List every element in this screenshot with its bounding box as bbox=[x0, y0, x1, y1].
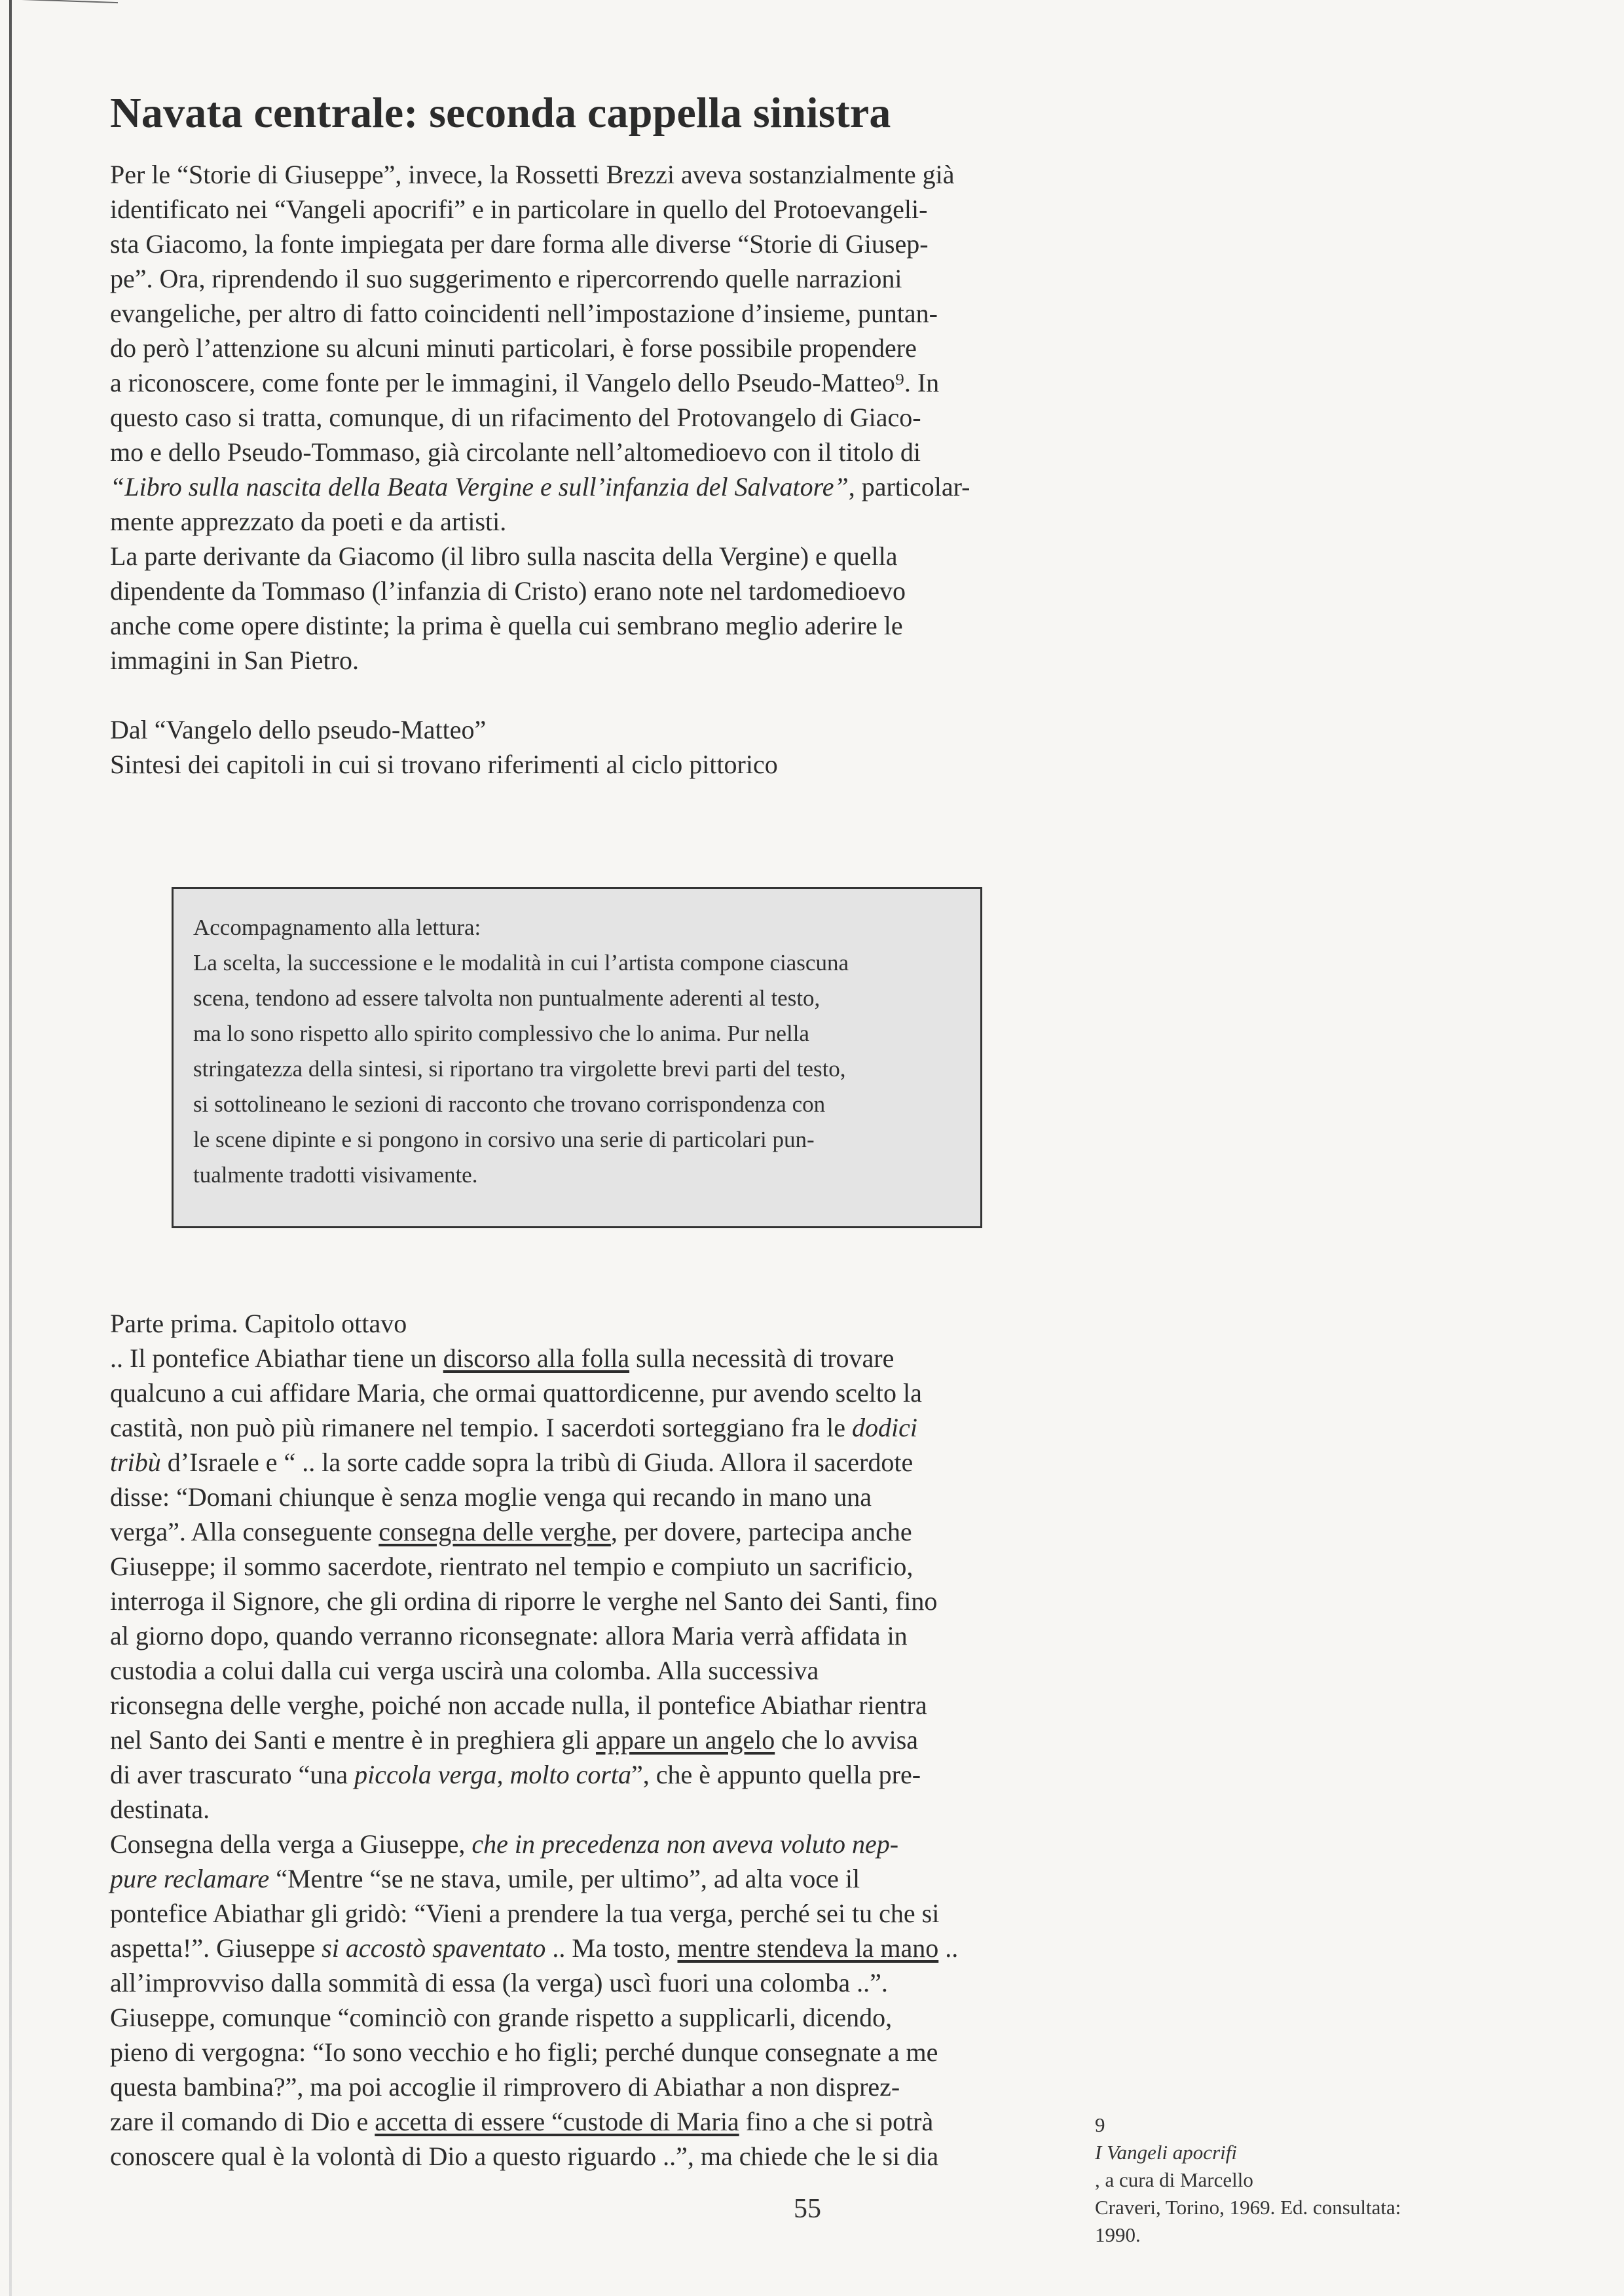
box-line: si sottolineano le sezioni di racconto che trovano corrispondenza con bbox=[193, 1091, 826, 1117]
underlined-phrase: mentre stendeva la mano bbox=[677, 1933, 939, 1963]
text-line: tribù d’Israele e “ .. la sorte cadde sopra la tribù di Giuda. Allora il sacerdote bbox=[110, 1448, 913, 1477]
text-line: mo e dello Pseudo-Tommaso, già circolante nell’altomedioevo con il titolo di bbox=[110, 437, 921, 467]
text-line: zare il comando di Dio e accetta di essere “custode di Maria fino a che si potrà bbox=[110, 2107, 934, 2136]
footnote-line: Craveri, Torino, 1969. Ed. consultata: bbox=[1095, 2196, 1401, 2219]
text-line: dipendente da Tommaso (l’infanzia di Cristo) erano note nel tardomedioevo bbox=[110, 576, 906, 606]
footnote-line: 1990. bbox=[1095, 2223, 1141, 2246]
box-line: La scelta, la successione e le modalità in cui l’artista compone ciascuna bbox=[193, 950, 849, 975]
page-edge bbox=[0, 0, 118, 14]
text-line: disse: “Domani chiunque è senza moglie venga qui recando in mano una bbox=[110, 1482, 872, 1512]
text-line: mente apprezzato da poeti e da artisti. bbox=[110, 507, 507, 536]
text-line: di aver trascurato “una piccola verga, molto corta”, che è appunto quella pre- bbox=[110, 1760, 921, 1789]
text-line: verga”. Alla conseguente consegna delle verghe, per dovere, partecipa anche bbox=[110, 1517, 912, 1546]
source-subheading: Sintesi dei capitoli in cui si trovano riferimenti al ciclo pittorico bbox=[110, 750, 778, 779]
text-line: “Libro sulla nascita della Beata Vergine e sull’infanzia del Salvatore”, particolar- bbox=[110, 472, 970, 501]
box-line: ma lo sono rispetto allo spirito complessivo che lo anima. Pur nella bbox=[193, 1021, 809, 1046]
text-line: a riconoscere, come fonte per le immagini, il Vangelo dello Pseudo-Matteo⁹. In bbox=[110, 368, 940, 397]
footnote bbox=[1095, 2111, 1527, 2249]
text-line: all’improvviso dalla sommità di essa (la verga) uscì fuori una colomba ..”. bbox=[110, 1968, 888, 1997]
book-title: “Libro sulla nascita della Beata Vergine e sull’infanzia del Salvatore” bbox=[110, 472, 849, 501]
underlined-phrase: accetta di essere “custode di Maria bbox=[375, 2107, 739, 2136]
text-line: interroga il Signore, che gli ordina di riporre le verghe nel Santo dei Santi, fino bbox=[110, 1586, 938, 1616]
chapter-heading: Parte prima. Capitolo ottavo bbox=[110, 1309, 407, 1338]
text-line: Per le “Storie di Giuseppe”, invece, la Rossetti Brezzi aveva sostanzialmente già bbox=[110, 160, 955, 189]
footnote-title: I Vangeli apocrifi bbox=[1095, 2141, 1237, 2164]
text-line: pe”. Ora, riprendendo il suo suggerimento e ripercorrendo quelle narrazioni bbox=[110, 264, 902, 293]
text-line: pontefice Abiathar gli gridò: “Vieni a prendere la tua verga, perché sei tu che si bbox=[110, 1899, 940, 1928]
text-line: custodia a colui dalla cui verga uscirà una colomba. Alla successiva bbox=[110, 1656, 819, 1685]
box-line: scena, tendono ad essere talvolta non puntualmente aderenti al testo, bbox=[193, 985, 821, 1011]
text-line: questo caso si tratta, comunque, di un rifacimento del Protovangelo di Giaco- bbox=[110, 403, 921, 432]
box-heading: Accompagnamento alla lettura: bbox=[193, 915, 481, 940]
text-line: questa bambina?”, ma poi accoglie il rimprovero di Abiathar a non disprez- bbox=[110, 2072, 900, 2102]
text-line: al giorno dopo, quando verranno riconsegnate: allora Maria verrà affidata in bbox=[110, 1621, 908, 1650]
text-line: La parte derivante da Giacomo (il libro sulla nascita della Vergine) e quella bbox=[110, 541, 898, 571]
text-line: riconsegna delle verghe, poiché non accade nulla, il pontefice Abiathar rientra bbox=[110, 1690, 927, 1720]
source-heading: Dal “Vangelo dello pseudo-Matteo” bbox=[110, 715, 487, 744]
text-line: pure reclamare “Mentre “se ne stava, umile, per ultimo”, ad alta voce il bbox=[110, 1864, 860, 1893]
text-line: Giuseppe, comunque “cominciò con grande rispetto a supplicarli, dicendo, bbox=[110, 2003, 893, 2032]
text-line: destinata. bbox=[110, 1795, 210, 1824]
page-title: Navata centrale: seconda cappella sinistra bbox=[110, 89, 891, 137]
text-line: nel Santo dei Santi e mentre è in preghiera gli appare un angelo che lo avvisa bbox=[110, 1725, 919, 1755]
underlined-phrase: consegna delle verghe bbox=[378, 1517, 611, 1546]
text-line: Giuseppe; il sommo sacerdote, rientrato nel tempio e compiuto un sacrificio, bbox=[110, 1552, 913, 1581]
text-line: do però l’attenzione su alcuni minuti particolari, è forse possibile propendere bbox=[110, 333, 917, 363]
text-line: conoscere qual è la volontà di Dio a questo riguardo ..”, ma chiede che le si dia bbox=[110, 2141, 939, 2171]
box-line: stringatezza della sintesi, si riportano tra virgolette brevi parti del testo, bbox=[193, 1056, 846, 1082]
text-line: anche come opere distinte; la prima è quella cui sembrano meglio aderire le bbox=[110, 611, 903, 640]
box-line: le scene dipinte e si pongono in corsivo una serie di particolari pun- bbox=[193, 1127, 815, 1152]
text-line: qualcuno a cui affidare Maria, che ormai quattordicenne, pur avendo scelto la bbox=[110, 1378, 922, 1408]
text-line: castità, non può più rimanere nel tempio. I sacerdoti sorteggiano fra le dodici bbox=[110, 1413, 917, 1442]
text-line: sta Giacomo, la fonte impiegata per dare forma alle diverse “Storie di Giusep- bbox=[110, 229, 929, 259]
text-line: immagini in San Pietro. bbox=[110, 646, 359, 675]
footnote-line: 9 I Vangeli apocrifi , a cura di Marcello bbox=[1095, 2111, 1527, 2194]
text-line: pieno di vergogna: “Io sono vecchio e ho figli; perché dunque consegnate a me bbox=[110, 2037, 938, 2067]
reading-guide-box bbox=[172, 887, 982, 1228]
underlined-phrase: discorso alla folla bbox=[443, 1343, 630, 1373]
footnote-number: 9 bbox=[1095, 2113, 1105, 2136]
underlined-phrase: appare un angelo bbox=[596, 1725, 775, 1755]
text-line: .. Il pontefice Abiathar tiene un discorso alla folla sulla necessità di trovare bbox=[110, 1343, 895, 1373]
binding-shadow bbox=[9, 0, 12, 2296]
page-number: 55 bbox=[794, 2194, 821, 2224]
box-line: tualmente tradotti visivamente. bbox=[193, 1162, 478, 1188]
text-line: identificato nei “Vangeli apocrifi” e in particolare in quello del Protoevangeli- bbox=[110, 194, 928, 224]
chapter-section bbox=[110, 1306, 1033, 2174]
text-line: Consegna della verga a Giuseppe, che in precedenza non aveva voluto nep- bbox=[110, 1829, 899, 1859]
intro-paragraph bbox=[110, 157, 1033, 782]
text-line: evangeliche, per altro di fatto coincidenti nell’impostazione d’insieme, puntan- bbox=[110, 299, 938, 328]
text-line: aspetta!”. Giuseppe si accostò spaventato .. Ma tosto, mentre stendeva la mano .. bbox=[110, 1933, 959, 1963]
